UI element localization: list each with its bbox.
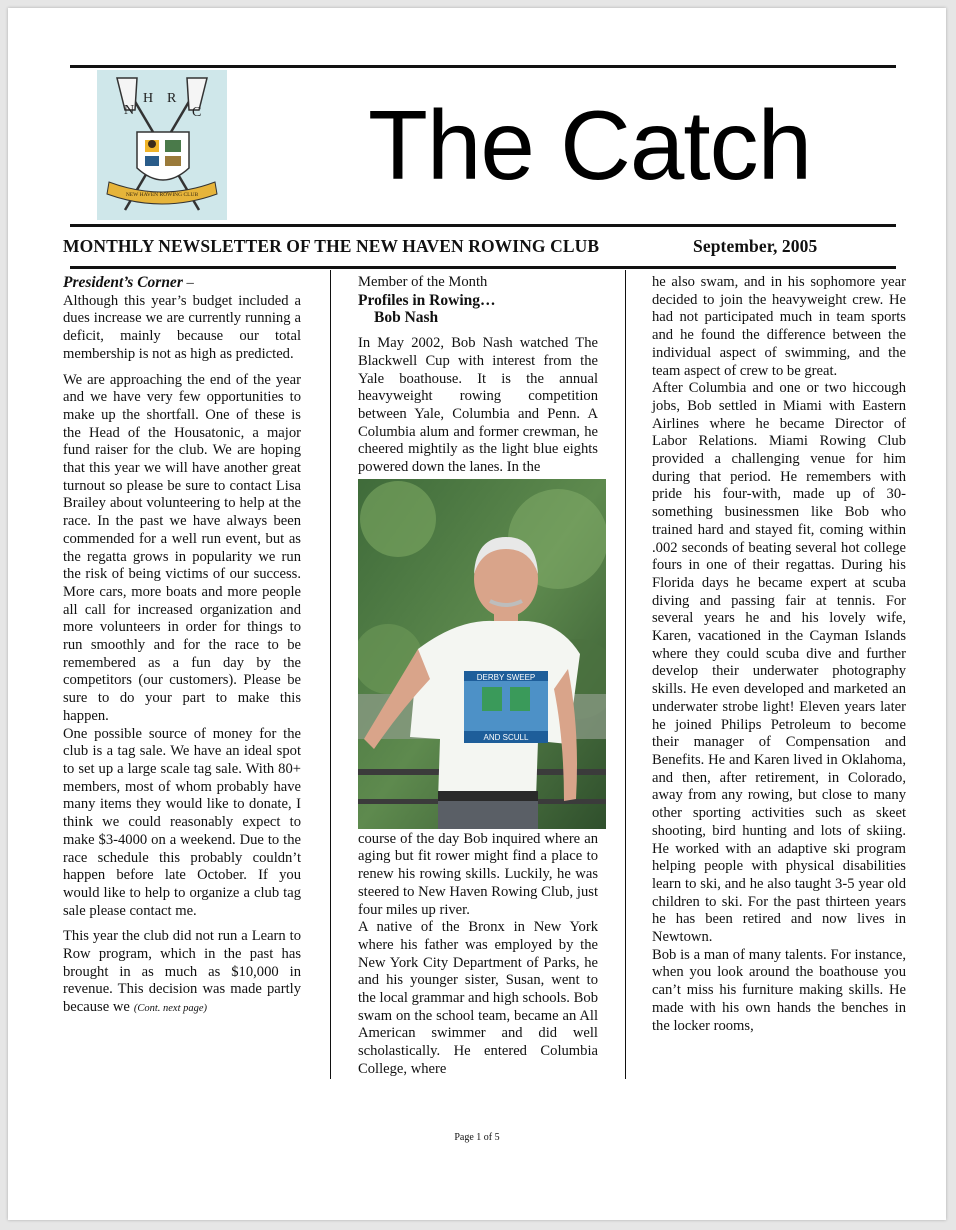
- column-member-of-month: [358, 274, 598, 1079]
- newsletter-subtitle: MONTHLY NEWSLETTER OF THE NEW HAVEN ROWING CLUB: [63, 236, 600, 256]
- paragraph: After Columbia and one or two hiccough jobs, Bob settled in Miami with Eastern Airlines where he became Director of Labor Relations. Miami Rowing Club provided a challenging venue for him during that period. He remembers with pride his four-with, made up of 30-something businessmen like Bob who trained hard and stayed fit, coming within .002 seconds of beating several hot college fours in one of their regattas. During his Florida days he became expert at scuba diving and passing fair at tennis. For several years he and his lovely wife, Karen, vacationed in the Cayman Islands where they could scuba dive and further develop their underwater photography skills. He even developed and marketed an underwater strobe light! Eleven years later he joined Philips Petroleum to become their manager of Compensation and Benefits. He and Karen lived in Oklahoma, and then, after retirement, in Colorado, away from any rowing, but close to many other sporting activities such as skeet shooting, bird hunting and lots of skiing. He worked with an adaptive ski program helping people with physical disabilities learn to ski, and he also taught 3-5 year old children to ski. For the past thirteen years he has been retired and now lives in Newtown.: [652, 380, 906, 946]
- column-divider-2: [625, 270, 626, 1079]
- paragraph: We are approaching the end of the year and we have very few opportunities to make up the shortfall. One of these is the Head of the Housatonic, a major fund raiser for the club. We are hoping that this year we will have another great turnout so please be sure to contact Lisa Brailey about volunteering to help at the race. In the past we have always been commended for a well run event, but as the regatta grows in popularity we run the risk of being victims of our success. More cars, more boats and more people all call for increased organization and more volunteers in order for things to run smoothly and for the race to be remembered as a fun day by the competitors (our customers). Please be sure to do your part to make this happen.: [63, 371, 301, 724]
- heading-dash: –: [182, 275, 194, 291]
- paragraph: One possible source of money for the club is a tag sale. We have an ideal spot to set up a large scale tag sale. With 80+ members, most of whom probably have many items they would like to donate, I think we could reasonably expect to make $3-4000 on a weekend. Due to the race schedule this probably couldn’t happen before late October. If you would like to help to organize a club tag sale please contact me.: [63, 725, 301, 919]
- paragraph: A native of the Bronx in New York where his father was employed by the New York City Department of Parks, he and his younger sister, Susan, went to the local grammar and high schools. Bob swam on the school team, became an All American swimmer and did well scholastically. He entered Columbia College, where: [358, 919, 598, 1077]
- column-divider-1: [330, 270, 331, 1079]
- subtitle-rule: [70, 266, 896, 269]
- profile-name: Bob Nash: [374, 309, 439, 327]
- logo-letter-r: R: [167, 91, 177, 106]
- masthead-rule: [70, 224, 896, 227]
- paragraph: Although this year’s budget included a dues increase we are currently running a deficit, mainly because our total membership is not as high as predicted.: [63, 292, 301, 362]
- paragraph: Bob is a man of many talents. For instance, when you look around the boathouse you can’t miss his furniture making skills. He made with his own hands the benches in the locker rooms,: [652, 946, 906, 1034]
- logo-letter-c: C: [192, 105, 202, 120]
- logo-letter-n: N: [124, 103, 135, 118]
- logo-ribbon-text: NEW HAVEN ROWING CLUB: [125, 192, 199, 198]
- bob-nash-photo: [358, 479, 606, 829]
- top-rule: [70, 65, 896, 68]
- paragraph: This year the club did not run a Learn to Row program, which in the past has brought in as much as $10,000 in revenue. This decision was made partly because we: [63, 928, 301, 1016]
- paragraph: he also swam, and in his sophomore year decided to join the heavyweight crew. He had not participated much in team sports and he found the difference between the individual aspect of swimming, and the team aspect of crew to be great.: [652, 274, 906, 379]
- club-crest-logo: [97, 70, 227, 220]
- continued-note: (Cont. next page): [133, 1003, 208, 1015]
- column-presidents-corner: [63, 274, 301, 1018]
- shirt-text-top: DERBY SWEEP: [476, 672, 536, 682]
- column-profile-continued: [652, 274, 906, 1035]
- page-number: Page 1 of 5: [454, 1132, 500, 1143]
- logo-letter-h: H: [143, 91, 154, 106]
- masthead-subtitle: [63, 236, 883, 257]
- section-kicker: Member of the Month: [358, 274, 488, 290]
- presidents-corner-heading: President’s Corner: [63, 274, 183, 291]
- profile-heading: Profiles in Rowing…: [358, 291, 496, 309]
- newsletter-title: The Catch: [368, 90, 812, 200]
- newsletter-page: [8, 8, 946, 1220]
- shirt-text-bottom: AND SCULL: [483, 732, 529, 742]
- paragraph: In May 2002, Bob Nash watched The Blackwell Cup with interest from the Yale boathouse. It is the annual heavyweight rowing competition between Yale, Columbia and Penn. A Columbia alum and former crewman, he cheered mightily as the light blue eights powered down the lanes. In the: [358, 335, 598, 476]
- paragraph: course of the day Bob inquired where an aging but fit rower might find a place to renew his rowing skills. Luckily, he was steered to New Haven Rowing Club, just four miles up river.: [358, 830, 598, 918]
- issue-date: September, 2005: [693, 236, 818, 256]
